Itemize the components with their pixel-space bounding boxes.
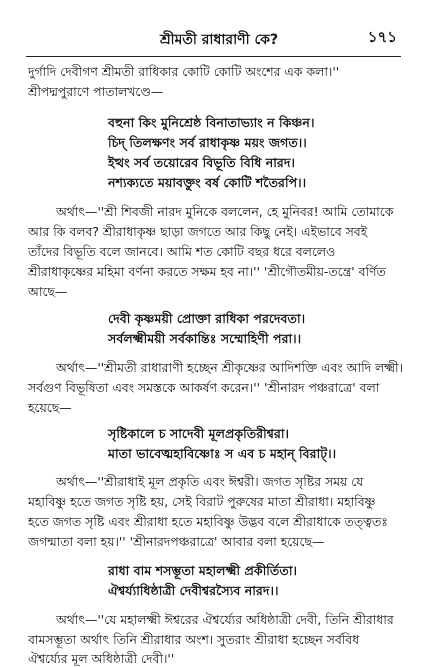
verse-line: সর্বলক্ষ্মীময়ী সর্বকান্তিঃ সম্মোহিণী পরা।। [108,331,302,346]
text-line: অর্থাৎ—''শ্রীমতী রাধারাণী হচ্ছেন শ্রীকৃষ্ণের আদিশক্তি এবং আদি লক্ষ্মী। [56,360,404,375]
text-line: জগন্মাতা বলা হয়।'' 'শ্রীনারদপঞ্চরাত্রে' আবার বলা হয়েছে— [28,534,325,549]
text-line: আছে— [28,284,68,299]
verse-line: ইত্থং সর্ব তয়োরেব বিভূতি বিধি নারদ। [108,155,295,170]
verse-line: রাধা বাম শসম্ভূতা মহালক্ষ্মী প্রকীর্তিতা। [108,563,297,578]
text-line: অর্থাৎ—''যে মহালক্ষ্মী ঈশ্বরের ঐশ্বর্য্যের অধিষ্ঠাত্রী দেবী, তিনি শ্রীরাধার [56,612,394,627]
text-line: মহাবিষ্ণু হতে জগত সৃষ্টি হয়, সেই বিরাট পুরুষের মাতা শ্রীরাধা। মহাবিষ্ণু [28,494,376,509]
text-line: আর কি বলব? শ্রীরাধাকৃষ্ণ ছাড়া জগতে আর কিছু নেই। এইভাবে সবই [28,224,368,239]
page-number: ১৭১ [367,28,397,46]
text-line: তাঁদের বিভূতি বলে জানবে। আমি শত কোটি বছর ধরে বললেও [28,244,336,259]
text-line: দুর্গাদি দেবীগণ শ্রীমতী রাধিকার কোটি কোটি অংশের এক কলা।'' [28,64,340,79]
verse-line: বহুনা কিং মুনিশ্রেষ্ঠ বিনাতাভ্যাং ন কিঞ্চন। [108,115,315,130]
text-line: ঐশ্বর্য্যের মূল অধিষ্ঠাত্রী দেবী।'' [28,651,175,666]
text-line: শ্রীপদ্মপুরাণে পাতালখণ্ডে— [28,84,164,99]
running-title: শ্রীমতী রাধারাণী কে? [160,32,279,48]
text-line: শ্রীরাধাকৃষ্ণের মহিমা বর্ণনা করতে সক্ষম হব না।'' 'শ্রীগৌতমীয়-তন্ত্রে' বর্ণিত [28,264,386,279]
text-line: বামসম্ভূতা অর্থাৎ তিনি শ্রীরাধার অংশ। সুতরাং শ্রীরাধা হচ্ছেন সর্ববিধ [28,632,360,647]
verse-line: সৃষ্টিকালে চ সাদেবী মূলপ্রকৃতিরীশ্বরা। [108,426,290,441]
header-rule [26,56,401,57]
text-line: অর্থাৎ—''শ্রী শিবজী নারদ মুনিকে বললেন, হে মুনিবর! আমি তোমাকে [56,204,394,219]
verse-line: চিদ্ তিলক্ষণং সর্ব রাধাকৃষ্ণ ময়ং জগত।। [108,135,307,150]
text-line: অর্থাৎ—''শ্রীরাধাই মূল প্রকৃতি এবং ঈশ্বরী। জগত সৃষ্টির সময় যে [56,474,364,489]
text-line: হয়েছে— [28,400,72,415]
page-header [0,26,427,52]
text-line: হতে জগত সৃষ্টি এবং শ্রীরাধা হতে মহাবিষ্ণু উদ্ভব বলে শ্রীরাধাকে তত্ত্বতঃ [28,514,388,529]
verse-line: মাতা ভাবেত্মহাবিষ্ণোঃ স এব চ মহান্ বিরাট্।। [108,446,337,461]
verse-line: দেবী কৃষ্ণময়ী প্রোক্তা রাধিকা পরদেবতা। [108,311,306,326]
text-line: সর্বগুণ বিভূষিতা এবং সমস্তকে আকর্ষণ করেন।'' 'শ্রীনারদ পঞ্চরাত্রে' বলা [28,380,380,395]
verse-line: ঐশ্বর্য্যাধিষ্ঠাত্রী দেবীশ্বরস্যৈব নারদ।। [108,583,279,598]
verse-line: নশ্যক্যতে ময়াবক্তুং বর্ষ কোটি শতৈরপি।। [108,175,307,190]
